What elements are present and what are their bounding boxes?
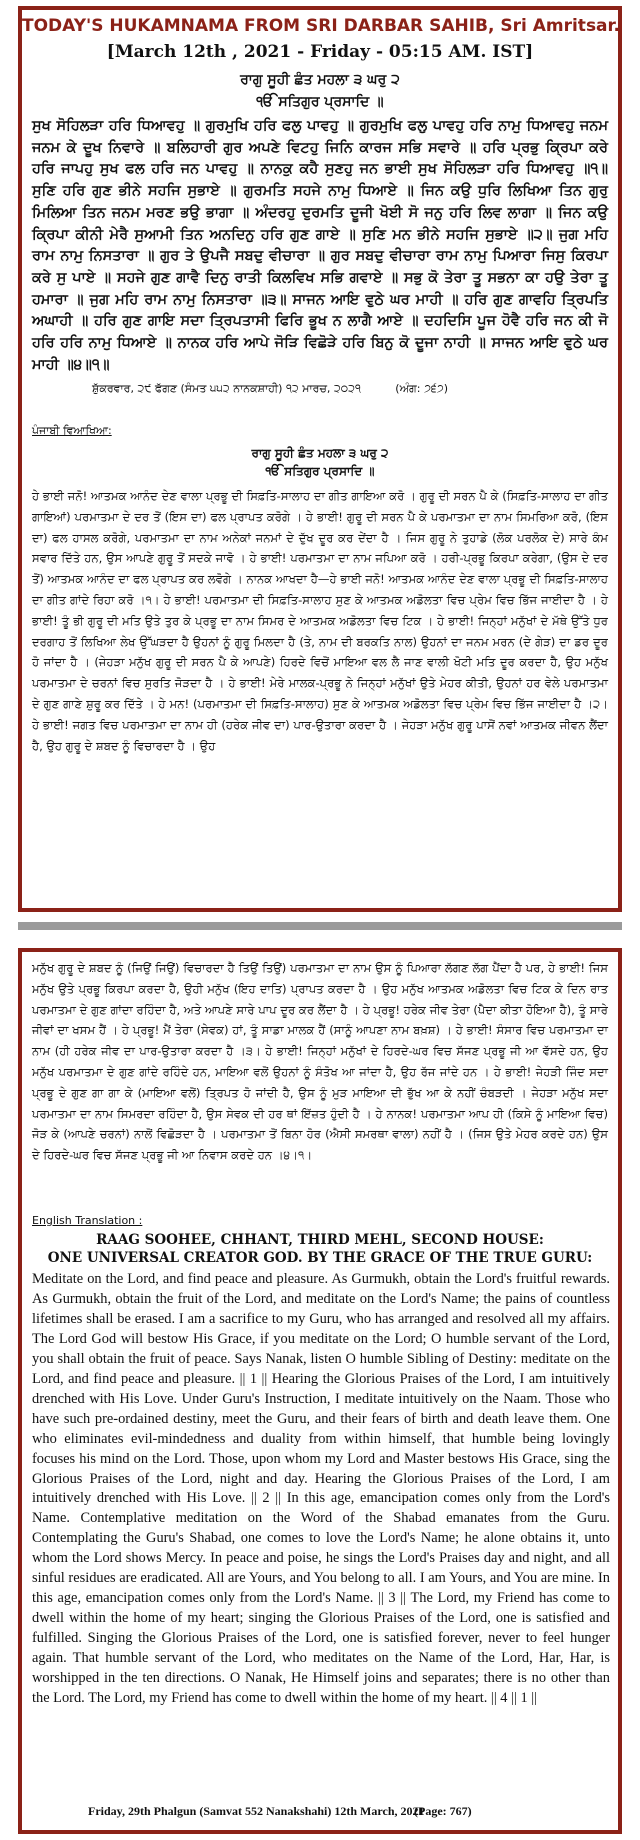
hukamnama-panel [18, 6, 622, 912]
english-title-1: RAAG SOOHEE, CHHANT, THIRD MEHL, SECOND HOUSE: [96, 1232, 544, 1248]
english-translation: Meditate on the Lord, and find peace and pleasure. As Gurmukh, obtain the Lord's fruitful rewards. As Gurmukh, obtain the fruit of the Lord, and meditate on the Lord's Name; the pains of countless lifetimes shall be erased. I am a sacrifice to my Guru, who has arranged and resolved all my affairs. The Lord God will bestow His Grace, if you meditate on the Lord; O humble servant of the Lord, you shall obtain the fruit of peace. Says Nanak, listen O humble Sibling of Destiny: meditate on the Lord, and find peace and pleasure. || 1 || Hearing the Glorious Praises of the Lord, I am intuitively drenched with His Love. Under Guru's Instruction, I meditate intuitively on the Naam. Those who have such pre-ordained destiny, meet the Guru, and their fears of birth and death leave them. One who eliminates evil-mindedness and duality from within himself, that humble being lovingly focuses his mind on the Lord. Those, upon whom my Lord and Master bestows His Grace, sing the Glorious Praises of the Lord, night and day. Hearing the Glorious Praises of the Lord, I am intuitively drenched with His Love. || 2 || In this age, emancipation comes only from the Lord's Name. Contemplative meditation on the Word of the Shabad emanates from the Guru. Contemplating the Guru's Shabad, one comes to love the Lord's Name; he alone obtains it, unto whom the Lord shows Mercy. In peace and poise, he sings the Lord's Praises day and night, and all sinful residues are eradicated. All are Yours, and You belong to all. I am Yours, and You are mine. In this age, emancipation comes only from the Lord's Name. || 3 || The Lord, my Friend has come to dwell within the home of my heart; singing the Glorious Praises of the Lord, one is satisfied and fulfilled. Singing the Glorious Praises of the Lord, one is satisfied forever, never to feel hunger again. That humble servant of the Lord, who meditates on the Name of the Lord, Har, Har, is worshipped in the ten directions. O Nanak, He Himself joins and separates; there is no other than the Lord. The Lord, my Friend has come to dwell within the home of my heart. || 4 || 1 || [32, 1271, 610, 1707]
english-footer-date: Friday, 29th Phalgun (Samvat 552 Nanakshahi) 12th March, 2021 [88, 1804, 425, 1818]
english-footer-page: (Page: 767) [414, 1804, 472, 1818]
english-label: English Translation : [32, 1214, 143, 1227]
punjabi-label: ਪੰਜਾਬੀ ਵਿਆਖਿਆ: [32, 424, 112, 437]
raag-heading: ਰਾਗੁ ਸੂਹੀ ਛੰਤ ਮਹਲਾ ੩ ਘਰੁ ੨ [240, 72, 400, 88]
gurmukhi-date-text: ਸ਼ੁੱਕਰਵਾਰ, ੨੯ ਫੱਗਣ (ਸੰਮਤ ੫੫੨ ਨਾਨਕਸ਼ਾਹੀ) ੧੨ ਮਾਰਚ, ੨੦੨੧ [92, 382, 361, 395]
punjabi-translation-part1: ਹੇ ਭਾਈ ਜਨੋ! ਆਤਮਕ ਆਨੰਦ ਦੇਣ ਵਾਲਾ ਪ੍ਰਭੂ ਦੀ ਸਿਫ਼ਤਿ-ਸਾਲਾਹ ਦਾ ਗੀਤ ਗਾਇਆ ਕਰੋ । ਗੁਰੂ ਦੀ ਸਰਨ ਪੈ ਕੇ (ਸਿਫ਼ਤਿ-ਸਾਲਾਹ ਦਾ ਗੀਤ ਗਾਇਆਂ) ਪਰਮਾਤਮਾ ਦੇ ਦਰ ਤੋਂ (ਇਸ ਦਾ) ਫਲ ਪ੍ਰਾਪਤ ਕਰੋਗੇ । ਹੇ ਭਾਈ! ਗੁਰੂ ਦੀ ਸਰਨ ਪੈ ਕੇ ਪਰਮਾਤਮਾ ਦਾ ਨਾਮ ਸਿਮਰਿਆ ਕਰੋ, (ਇਸ ਦਾ) ਫਲ ਹਾਸਲ ਕਰੋਗੇ, ਪਰਮਾਤਮਾ ਦਾ ਨਾਮ ਅਨੇਕਾਂ ਜਨਮਾਂ ਦੇ ਦੁੱਖ ਦੂਰ ਕਰ ਦੇਂਦਾ ਹੈ । ਜਿਸ ਗੁਰੂ ਨੇ ਤੁਹਾਡੇ (ਲੋਕ ਪਰਲੋਕ ਦੇ) ਸਾਰੇ ਕੰਮ ਸਵਾਰ ਦਿੱਤੇ ਹਨ, ਉਸ ਆਪਣੇ ਗੁਰੂ ਤੋਂ ਸਦਕੇ ਜਾਵੋ । ਹੇ ਭਾਈ! ਪਰਮਾਤਮਾ ਦਾ ਨਾਮ ਜਪਿਆ ਕਰੋ । ਹਰੀ-ਪ੍ਰਭੂ ਕਿਰਪਾ ਕਰੇਗਾ, (ਉਸ ਦੇ ਦਰ ਤੋਂ) ਆਤਮਕ ਆਨੰਦ ਦਾ ਫਲ ਪ੍ਰਾਪਤ ਕਰ ਲਵੋਗੇ । ਨਾਨਕ ਆਖਦਾ ਹੈ—ਹੇ ਭਾਈ ਜਨੋ! ਆਤਮਕ ਆਨੰਦ ਦੇਣ ਵਾਲਾ ਪ੍ਰਭੂ ਦੀ ਸਿਫ਼ਤਿ-ਸਾਲਾਹ ਦਾ ਗੀਤ ਗਾਂਦੇ ਰਿਹਾ ਕਰੋ ।੧। ਹੇ ਭਾਈ! ਪਰਮਾਤਮਾ ਦੀ ਸਿਫ਼ਤਿ-ਸਾਲਾਹ ਸੁਣ ਕੇ ਆਤਮਕ ਅਡੋਲਤਾ ਵਿਚ ਪ੍ਰੇਮ ਵਿਚ ਭਿੱਜ ਜਾਈਦਾ ਹੈ । ਹੇ ਭਾਈ! ਤੂੰ ਭੀ ਗੁਰੂ ਦੀ ਮਤਿ ਉਤੇ ਤੁਰ ਕੇ ਪ੍ਰਭੂ ਦਾ ਨਾਮ ਸਿਮਰ ਦੇ ਆਤਮਕ ਅਡੋਲਤਾ ਵਿਚ ਟਿਕ । ਹੇ ਭਾਈ! ਜਿਨ੍ਹਾਂ ਮਨੁੱਖਾਂ ਦੇ ਮੱਥੇ ਉੱਤੇ ਧੁਰ ਦਰਗਾਹ ਤੋਂ ਲਿਖਿਆ ਲੇਖ ਉੱਘੜਦਾ ਹੈ ਉਹਨਾਂ ਨੂੰ ਗੁਰੂ ਮਿਲਦਾ ਹੈ (ਤੇ, ਨਾਮ ਦੀ ਬਰਕਤਿ ਨਾਲ) ਉਹਨਾਂ ਦਾ ਜਨਮ ਮਰਨ (ਦੇ ਗੇੜ) ਦਾ ਡਰ ਦੂਰ ਹੋ ਜਾਂਦਾ ਹੈ । (ਜੇਹੜਾ ਮਨੁੱਖ ਗੁਰੂ ਦੀ ਸਰਨ ਪੈ ਕੇ ਆਪਣੇ) ਹਿਰਦੇ ਵਿਚੋਂ ਮਾਇਆ ਵਲ ਲੈ ਜਾਣ ਵਾਲੀ ਖੋਟੀ ਮਤਿ ਦੂਰ ਕਰਦਾ ਹੈ, ਉਹ ਮਨੁੱਖ ਪਰਮਾਤਮਾ ਦੇ ਚਰਨਾਂ ਵਿਚ ਸੁਰਤਿ ਜੋੜਦਾ ਹੈ । ਹੇ ਭਾਈ! ਮੇਰੇ ਮਾਲਕ-ਪ੍ਰਭੂ ਨੇ ਜਿਨ੍ਹਾਂ ਮਨੁੱਖਾਂ ਉਤੇ ਮੇਹਰ ਕੀਤੀ, ਉਹਨਾਂ ਹਰ ਵੇਲੇ ਪਰਮਾਤਮਾ ਦੇ ਗੁਣ ਗਾਣੇ ਸ਼ੁਰੂ ਕਰ ਦਿੱਤੇ । ਹੇ ਮਨ! (ਪਰਮਾਤਮਾ ਦੀ ਸਿਫ਼ਤਿ-ਸਾਲਾਹ) ਸੁਣ ਕੇ ਆਤਮਕ ਅਡੋਲਤਾ ਵਿਚ ਪ੍ਰੇਮ ਵਿਚ ਭਿੱਜ ਜਾਈਦਾ ਹੈ ।੨। ਹੇ ਭਾਈ! ਜਗਤ ਵਿਚ ਪਰਮਾਤਮਾ ਦਾ ਨਾਮ ਹੀ (ਹਰੇਕ ਜੀਵ ਦਾ) ਪਾਰ-ਉਤਾਰਾ ਕਰਦਾ ਹੈ । ਜੇਹੜਾ ਮਨੁੱਖ ਗੁਰੂ ਪਾਸੋਂ ਨਵਾਂ ਆਤਮਕ ਜੀਵਨ ਲੈਂਦਾ ਹੈ, ਉਹ ਗੁਰੂ ਦੇ ਸ਼ਬਦ ਨੂੰ ਵਿਚਾਰਦਾ ਹੈ । ਉਹ [32, 489, 608, 753]
english-title-2: ONE UNIVERSAL CREATOR GOD. BY THE GRACE OF THE TRUE GURU: [47, 1250, 593, 1266]
translation-panel [18, 948, 622, 1834]
section-divider [18, 922, 622, 930]
gurmukhi-page: (ਅੰਗ: ੭੬੭) [395, 382, 448, 395]
mool-mantar: ੴ ਸਤਿਗੁਰ ਪ੍ਰਸਾਦਿ ॥ [256, 94, 384, 110]
page-title: TODAY'S HUKAMNAMA FROM SRI DARBAR SAHIB, Sri Amritsar. [22, 16, 620, 36]
punjabi-mool: ੴ ਸਤਿਗੁਰ ਪ੍ਰਸਾਦਿ ॥ [265, 464, 375, 478]
gurbani-text: ਸੁਖ ਸੋਹਿਲੜਾ ਹਰਿ ਧਿਆਵਹੁ ॥ ਗੁਰਮੁਖਿ ਹਰਿ ਫਲੁ ਪਾਵਹੁ ॥ ਗੁਰਮੁਖਿ ਫਲੁ ਪਾਵਹੁ ਹਰਿ ਨਾਮੁ ਧਿਆਵਹੁ ਜਨਮ ਜਨਮ ਕੇ ਦੂਖ ਨਿਵਾਰੇ ॥ ਬਲਿਹਾਰੀ ਗੁਰ ਅਪਣੇ ਵਿਟਹੁ ਜਿਨਿ ਕਾਰਜ ਸਭਿ ਸਵਾਰੇ ॥ ਹਰਿ ਪ੍ਰਭੁ ਕ੍ਰਿਪਾ ਕਰੇ ਹਰਿ ਜਾਪਹੁ ਸੁਖ ਫਲ ਹਰਿ ਜਨ ਪਾਵਹੁ ॥ ਨਾਨਕੁ ਕਹੈ ਸੁਣਹੁ ਜਨ ਭਾਈ ਸੁਖ ਸੋਹਿਲੜਾ ਹਰਿ ਧਿਆਵਹੁ ॥੧॥ ਸੁਣਿ ਹਰਿ ਗੁਣ ਭੀਨੇ ਸਹਜਿ ਸੁਭਾਏ ॥ ਗੁਰਮਤਿ ਸਹਜੇ ਨਾਮੁ ਧਿਆਏ ॥ ਜਿਨ ਕਉ ਧੁਰਿ ਲਿਖਿਆ ਤਿਨ ਗੁਰੁ ਮਿਲਿਆ ਤਿਨ ਜਨਮ ਮਰਣ ਭਉ ਭਾਗਾ ॥ ਅੰਦਰਹੁ ਦੁਰਮਤਿ ਦੂਜੀ ਖੋਈ ਸੋ ਜਨੁ ਹਰਿ ਲਿਵ ਲਾਗਾ ॥ ਜਿਨ ਕਉ ਕ੍ਰਿਪਾ ਕੀਨੀ ਮੇਰੈ ਸੁਆਮੀ ਤਿਨ ਅਨਦਿਨੁ ਹਰਿ ਗੁਣ ਗਾਏ ॥ ਸੁਣਿ ਮਨ ਭੀਨੇ ਸਹਜਿ ਸੁਭਾਏ ॥੨॥ ਜੁਗ ਮਹਿ ਰਾਮ ਨਾਮੁ ਨਿਸਤਾਰਾ ॥ ਗੁਰ ਤੇ ਉਪਜੈ ਸਬਦੁ ਵੀਚਾਰਾ ॥ ਗੁਰ ਸਬਦੁ ਵੀਚਾਰਾ ਰਾਮ ਨਾਮੁ ਪਿਆਰਾ ਜਿਸੁ ਕਿਰਪਾ ਕਰੇ ਸੁ ਪਾਏ ॥ ਸਹਜੇ ਗੁਣ ਗਾਵੈ ਦਿਨੁ ਰਾਤੀ ਕਿਲਵਿਖ ਸਭਿ ਗਵਾਏ ॥ ਸਭੁ ਕੋ ਤੇਰਾ ਤੂ ਸਭਨਾ ਕਾ ਹਉ ਤੇਰਾ ਤੂ ਹਮਾਰਾ ॥ ਜੁਗ ਮਹਿ ਰਾਮ ਨਾਮੁ ਨਿਸਤਾਰਾ ॥੩॥ ਸਾਜਨ ਆਇ ਵੁਠੇ ਘਰ ਮਾਹੀ ॥ ਹਰਿ ਗੁਣ ਗਾਵਹਿ ਤ੍ਰਿਪਤਿ ਅਘਾਹੀ ॥ ਹਰਿ ਗੁਣ ਗਾਇ ਸਦਾ ਤ੍ਰਿਪਤਾਸੀ ਫਿਰਿ ਭੂਖ ਨ ਲਾਗੈ ਆਏ ॥ ਦਹਦਿਸਿ ਪੂਜ ਹੋਵੈ ਹਰਿ ਜਨ ਕੀ ਜੋ ਹਰਿ ਹਰਿ ਨਾਮੁ ਧਿਆਏ ॥ ਨਾਨਕ ਹਰਿ ਆਪੇ ਜੋੜਿ ਵਿਛੋੜੇ ਹਰਿ ਬਿਨੁ ਕੋ ਦੂਜਾ ਨਾਹੀ ॥ ਸਾਜਨ ਆਇ ਵੁਠੇ ਘਰ ਮਾਹੀ ॥੪॥੧॥ [32, 118, 608, 373]
dateline: [March 12th , 2021 - Friday - 05:15 AM. IST] [106, 42, 534, 62]
gurmukhi-date [92, 382, 598, 396]
punjabi-raag: ਰਾਗੁ ਸੂਹੀ ਛੰਤ ਮਹਲਾ ੩ ਘਰੁ ੨ [251, 446, 389, 460]
punjabi-translation-part2: ਮਨੁੱਖ ਗੁਰੂ ਦੇ ਸ਼ਬਦ ਨੂੰ (ਜਿਉਂ ਜਿਉਂ) ਵਿਚਾਰਦਾ ਹੈ ਤਿਉਂ ਤਿਉਂ) ਪਰਮਾਤਮਾ ਦਾ ਨਾਮ ਉਸ ਨੂੰ ਪਿਆਰਾ ਲੱਗਣ ਲੱਗ ਪੈਂਦਾ ਹੈ ਪਰ, ਹੇ ਭਾਈ! ਜਿਸ ਮਨੁੱਖ ਉਤੇ ਪ੍ਰਭੂ ਕਿਰਪਾ ਕਰਦਾ ਹੈ, ਉਹੀ ਮਨੁੱਖ (ਇਹ ਦਾਤਿ) ਪ੍ਰਾਪਤ ਕਰਦਾ ਹੈ । ਉਹ ਮਨੁੱਖ ਆਤਮਕ ਅਡੋਲਤਾ ਵਿਚ ਟਿਕ ਕੇ ਦਿਨ ਰਾਤ ਪਰਮਾਤਮਾ ਦੇ ਗੁਣ ਗਾਂਦਾ ਰਹਿੰਦਾ ਹੈ, ਅਤੇ ਆਪਣੇ ਸਾਰੇ ਪਾਪ ਦੂਰ ਕਰ ਲੈਂਦਾ ਹੈ । ਹੇ ਪ੍ਰਭੂ! ਹਰੇਕ ਜੀਵ ਤੇਰਾ (ਪੈਦਾ ਕੀਤਾ ਹੋਇਆ ਹੈ), ਤੂੰ ਸਾਰੇ ਜੀਵਾਂ ਦਾ ਖਸਮ ਹੈਂ । ਹੇ ਪ੍ਰਭੂ! ਮੈਂ ਤੇਰਾ (ਸੇਵਕ) ਹਾਂ, ਤੂੰ ਸਾਡਾ ਮਾਲਕ ਹੈਂ (ਸਾਨੂੰ ਆਪਣਾ ਨਾਮ ਬਖ਼ਸ਼) । ਹੇ ਭਾਈ! ਸੰਸਾਰ ਵਿਚ ਪਰਮਾਤਮਾ ਦਾ ਨਾਮ (ਹੀ ਹਰੇਕ ਜੀਵ ਦਾ ਪਾਰ-ਉਤਾਰਾ ਕਰਦਾ ਹੈ ।੩। ਹੇ ਭਾਈ! ਜਿਨ੍ਹਾਂ ਮਨੁੱਖਾਂ ਦੇ ਹਿਰਦੇ-ਘਰ ਵਿਚ ਸੱਜਣ ਪ੍ਰਭੂ ਜੀ ਆ ਵੱਸਦੇ ਹਨ, ਉਹ ਮਨੁੱਖ ਪਰਮਾਤਮਾ ਦੇ ਗੁਣ ਗਾਂਦੇ ਰਹਿੰਦੇ ਹਨ, ਮਾਇਆ ਵਲੋਂ ਉਹਨਾਂ ਨੂੰ ਸੰਤੋਖ ਆ ਜਾਂਦਾ ਹੈ, ਉਹ ਰੱਜ ਜਾਂਦੇ ਹਨ । ਹੇ ਭਾਈ! ਜੇਹੜੀ ਜਿੰਦ ਸਦਾ ਪ੍ਰਭੂ ਦੇ ਗੁਣ ਗਾ ਗਾ ਕੇ (ਮਾਇਆ ਵਲੋਂ) ਤ੍ਰਿਪਤ ਹੋ ਜਾਂਦੀ ਹੈ, ਉਸ ਨੂੰ ਮੁੜ ਮਾਇਆ ਦੀ ਭੁੱਖ ਆ ਕੇ ਨਹੀਂ ਚੰਬੜਦੀ । ਜੇਹੜਾ ਮਨੁੱਖ ਸਦਾ ਪਰਮਾਤਮਾ ਦਾ ਨਾਮ ਸਿਮਰਦਾ ਰਹਿੰਦਾ ਹੈ, ਉਸ ਸੇਵਕ ਦੀ ਹਰ ਥਾਂ ਇੱਜ਼ਤ ਹੁੰਦੀ ਹੈ । ਹੇ ਨਾਨਕ! ਪਰਮਾਤਮਾ ਆਪ ਹੀ (ਕਿਸੇ ਨੂੰ ਮਾਇਆ ਵਿਚ) ਜੋੜ ਕੇ (ਆਪਣੇ ਚਰਨਾਂ) ਨਾਲੋਂ ਵਿਛੋੜਦਾ ਹੈ । ਪਰਮਾਤਮਾ ਤੋਂ ਬਿਨਾ ਹੋਰ (ਐਸੀ ਸਮਰਥਾ ਵਾਲਾ) ਨਹੀਂ ਹੈ । (ਜਿਸ ਉਤੇ ਮੇਹਰ ਕਰਦੇ ਹਨ) ਉਸ ਦੇ ਹਿਰਦੇ-ਘਰ ਵਿਚ ਸੱਜਣ ਪ੍ਰਭੂ ਜੀ ਆ ਨਿਵਾਸ ਕਰਦੇ ਹਨ ।੪।੧। [32, 961, 608, 1163]
